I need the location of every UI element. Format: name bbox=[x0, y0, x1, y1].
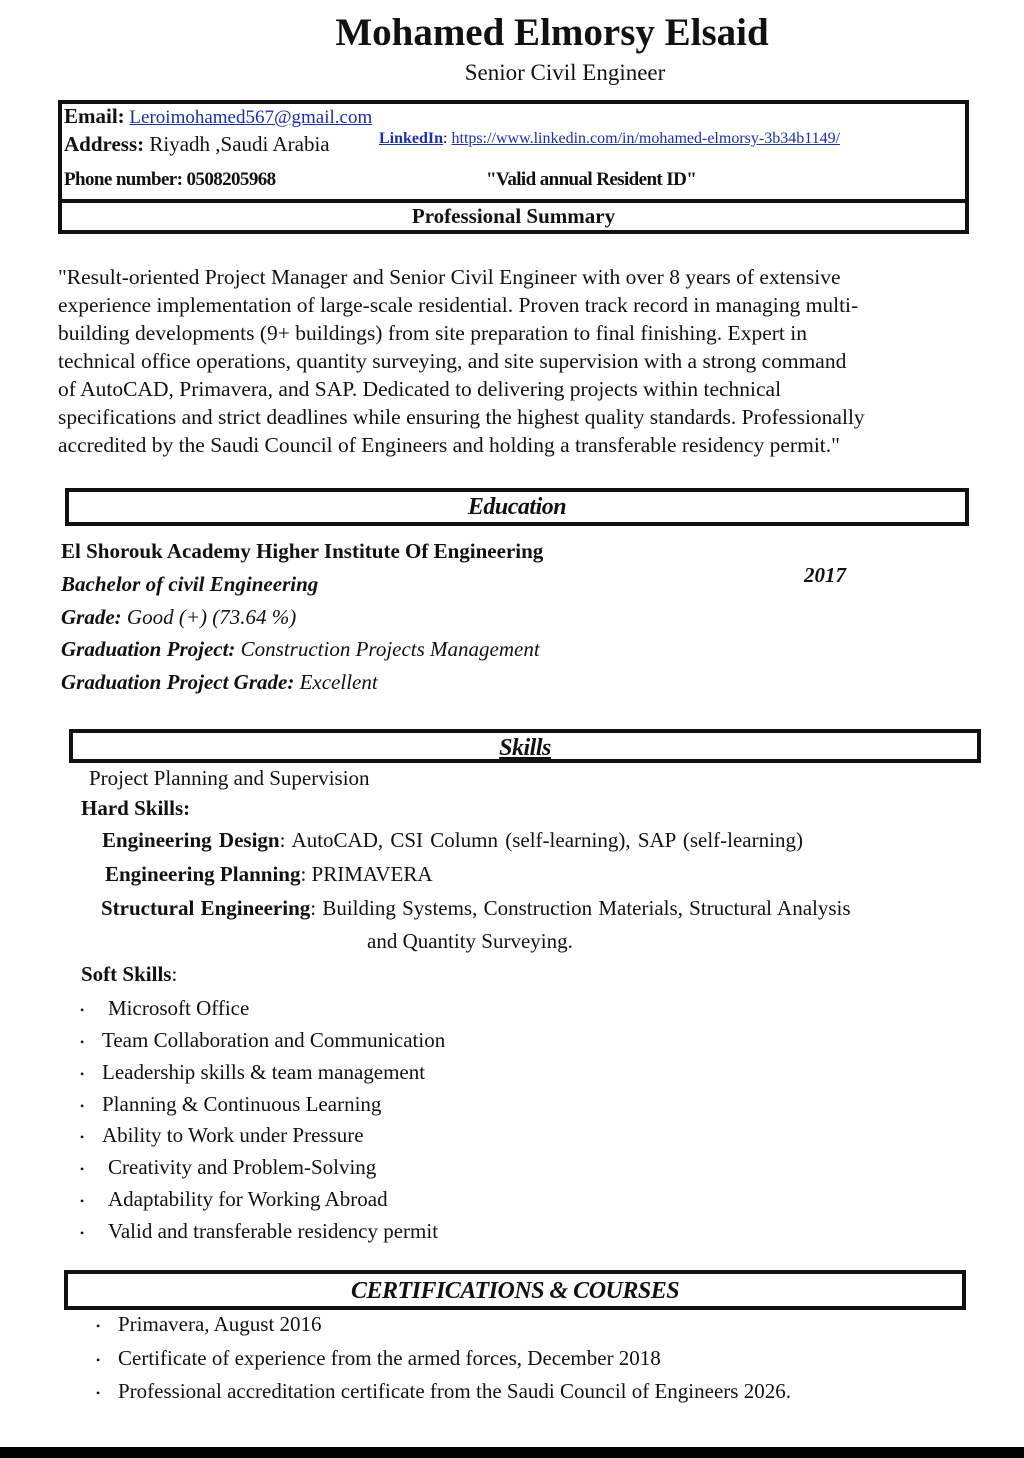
project-grade-row bbox=[61, 670, 378, 695]
hard-skill-label: Engineering Planning bbox=[105, 862, 301, 886]
soft-skills-label-row bbox=[81, 962, 177, 987]
email-link[interactable]: Leroimohamed567@gmail.com bbox=[129, 107, 373, 128]
grade-row bbox=[61, 605, 296, 630]
soft-skill-item bbox=[80, 1123, 364, 1148]
linkedin-row bbox=[379, 130, 840, 148]
hard-skill-row bbox=[101, 896, 851, 921]
section-education: Education bbox=[65, 488, 969, 526]
soft-skill-item bbox=[80, 1092, 381, 1117]
project-label: Graduation Project: bbox=[61, 637, 236, 661]
bullet-icon: • bbox=[80, 1066, 85, 1081]
certification-item bbox=[96, 1379, 791, 1404]
soft-skill-text: Planning & Continuous Learning bbox=[102, 1092, 382, 1116]
hard-skill-continuation: and Quantity Surveying. bbox=[367, 929, 573, 953]
email-row bbox=[64, 104, 372, 129]
soft-skill-text: Microsoft Office bbox=[108, 996, 250, 1020]
grade-label: Grade: bbox=[61, 605, 122, 629]
section-professional-summary: Professional Summary bbox=[58, 199, 969, 234]
hard-skill-value: : Building Systems, Construction Materials, Structural Analysis bbox=[310, 896, 851, 920]
certification-text: Certificate of experience from the armed forces, December 2018 bbox=[118, 1346, 661, 1370]
hard-skill-row bbox=[105, 862, 433, 887]
bullet-icon: • bbox=[80, 1002, 85, 1017]
phone-value: 0508205968 bbox=[186, 169, 276, 190]
soft-skills-colon: : bbox=[171, 962, 178, 986]
soft-skill-text: Creativity and Problem-Solving bbox=[108, 1155, 377, 1179]
hard-skill-value: : AutoCAD, CSI Column (self-learning), SAP (self-learning) bbox=[279, 828, 803, 852]
bullet-icon: • bbox=[80, 1034, 85, 1049]
summary-line: specifications and strict deadlines while ensuring the highest quality standards. Professionally bbox=[58, 405, 865, 429]
grade-value: Good (+) (73.64 %) bbox=[121, 605, 297, 629]
soft-skill-text: Valid and transferable residency permit bbox=[108, 1219, 439, 1243]
institution: El Shorouk Academy Higher Institute Of Engineering bbox=[61, 539, 544, 563]
summary-line: experience implementation of large-scale residential. Proven track record in managing multi- bbox=[58, 293, 859, 317]
hard-skills-label: Hard Skills: bbox=[81, 796, 191, 820]
resident-id-note: "Valid annual Resident ID" bbox=[486, 169, 697, 190]
project-grade-value: Excellent bbox=[294, 670, 378, 694]
degree: Bachelor of civil Engineering bbox=[61, 572, 319, 596]
bullet-icon: • bbox=[96, 1385, 101, 1400]
hard-skill-label: Engineering Design bbox=[102, 828, 280, 852]
soft-skills-label: Soft Skills bbox=[81, 962, 172, 986]
summary-line: building developments (9+ buildings) from site preparation to final finishing. Expert in bbox=[58, 321, 807, 345]
summary-line: of AutoCAD, Primavera, and SAP. Dedicated to delivering projects within technical bbox=[58, 377, 782, 401]
summary-text bbox=[58, 263, 865, 459]
section-skills: Skills bbox=[69, 729, 981, 763]
certification-text: Professional accreditation certificate from the Saudi Council of Engineers 2026. bbox=[118, 1379, 791, 1403]
phone-row bbox=[64, 169, 276, 191]
bullet-icon: • bbox=[96, 1352, 101, 1367]
soft-skill-text: Leadership skills & team management bbox=[102, 1060, 426, 1084]
section-certifications: CERTIFICATIONS & COURSES bbox=[64, 1270, 966, 1310]
address-row bbox=[64, 132, 330, 157]
bottom-border bbox=[0, 1447, 1024, 1458]
soft-skill-text: Ability to Work under Pressure bbox=[102, 1123, 364, 1147]
project-grade-label: Graduation Project Grade: bbox=[61, 670, 295, 694]
soft-skill-item bbox=[80, 996, 249, 1021]
hard-skill-row bbox=[102, 828, 803, 853]
bullet-icon: • bbox=[80, 1129, 85, 1144]
phone-label: Phone number: bbox=[64, 169, 183, 190]
summary-line: "Result-oriented Project Manager and Senior Civil Engineer with over 8 years of extensive bbox=[58, 265, 841, 289]
bullet-icon: • bbox=[80, 1225, 85, 1240]
soft-skill-item bbox=[80, 1060, 425, 1085]
hard-skill-label: Structural Engineering bbox=[101, 896, 311, 920]
soft-skill-text: Team Collaboration and Communication bbox=[102, 1028, 446, 1052]
graduation-year: 2017 bbox=[804, 563, 846, 587]
certification-item bbox=[96, 1312, 322, 1337]
address-value: Riyadh ,Saudi Arabia bbox=[149, 132, 330, 156]
project-value: Construction Projects Management bbox=[235, 637, 540, 661]
candidate-name: Mohamed Elmorsy Elsaid bbox=[335, 11, 769, 54]
soft-skill-item bbox=[80, 1219, 438, 1244]
hard-skill-value: : PRIMAVERA bbox=[300, 862, 433, 886]
summary-line: accredited by the Saudi Council of Engineers and holding a transferable residency permit." bbox=[58, 433, 840, 457]
bullet-icon: • bbox=[96, 1318, 101, 1333]
address-label: Address: bbox=[64, 132, 145, 156]
email-label: Email: bbox=[64, 104, 125, 128]
soft-skill-text: Adaptability for Working Abroad bbox=[108, 1187, 388, 1211]
soft-skill-item bbox=[80, 1187, 388, 1212]
skills-intro: Project Planning and Supervision bbox=[89, 766, 370, 790]
bullet-icon: • bbox=[80, 1193, 85, 1208]
linkedin-separator: : bbox=[443, 130, 448, 147]
certification-text: Primavera, August 2016 bbox=[118, 1312, 322, 1336]
summary-line: technical office operations, quantity surveying, and site supervision with a strong command bbox=[58, 349, 847, 373]
soft-skill-item bbox=[80, 1155, 376, 1180]
job-title: Senior Civil Engineer bbox=[464, 60, 666, 85]
certification-item bbox=[96, 1346, 661, 1371]
soft-skill-item bbox=[80, 1028, 445, 1053]
project-row bbox=[61, 637, 540, 662]
linkedin-link[interactable]: https://www.linkedin.com/in/mohamed-elmorsy-3b34b1149/ bbox=[451, 130, 841, 147]
bullet-icon: • bbox=[80, 1161, 85, 1176]
bullet-icon: • bbox=[80, 1098, 85, 1113]
linkedin-label[interactable]: LinkedIn bbox=[379, 130, 444, 147]
